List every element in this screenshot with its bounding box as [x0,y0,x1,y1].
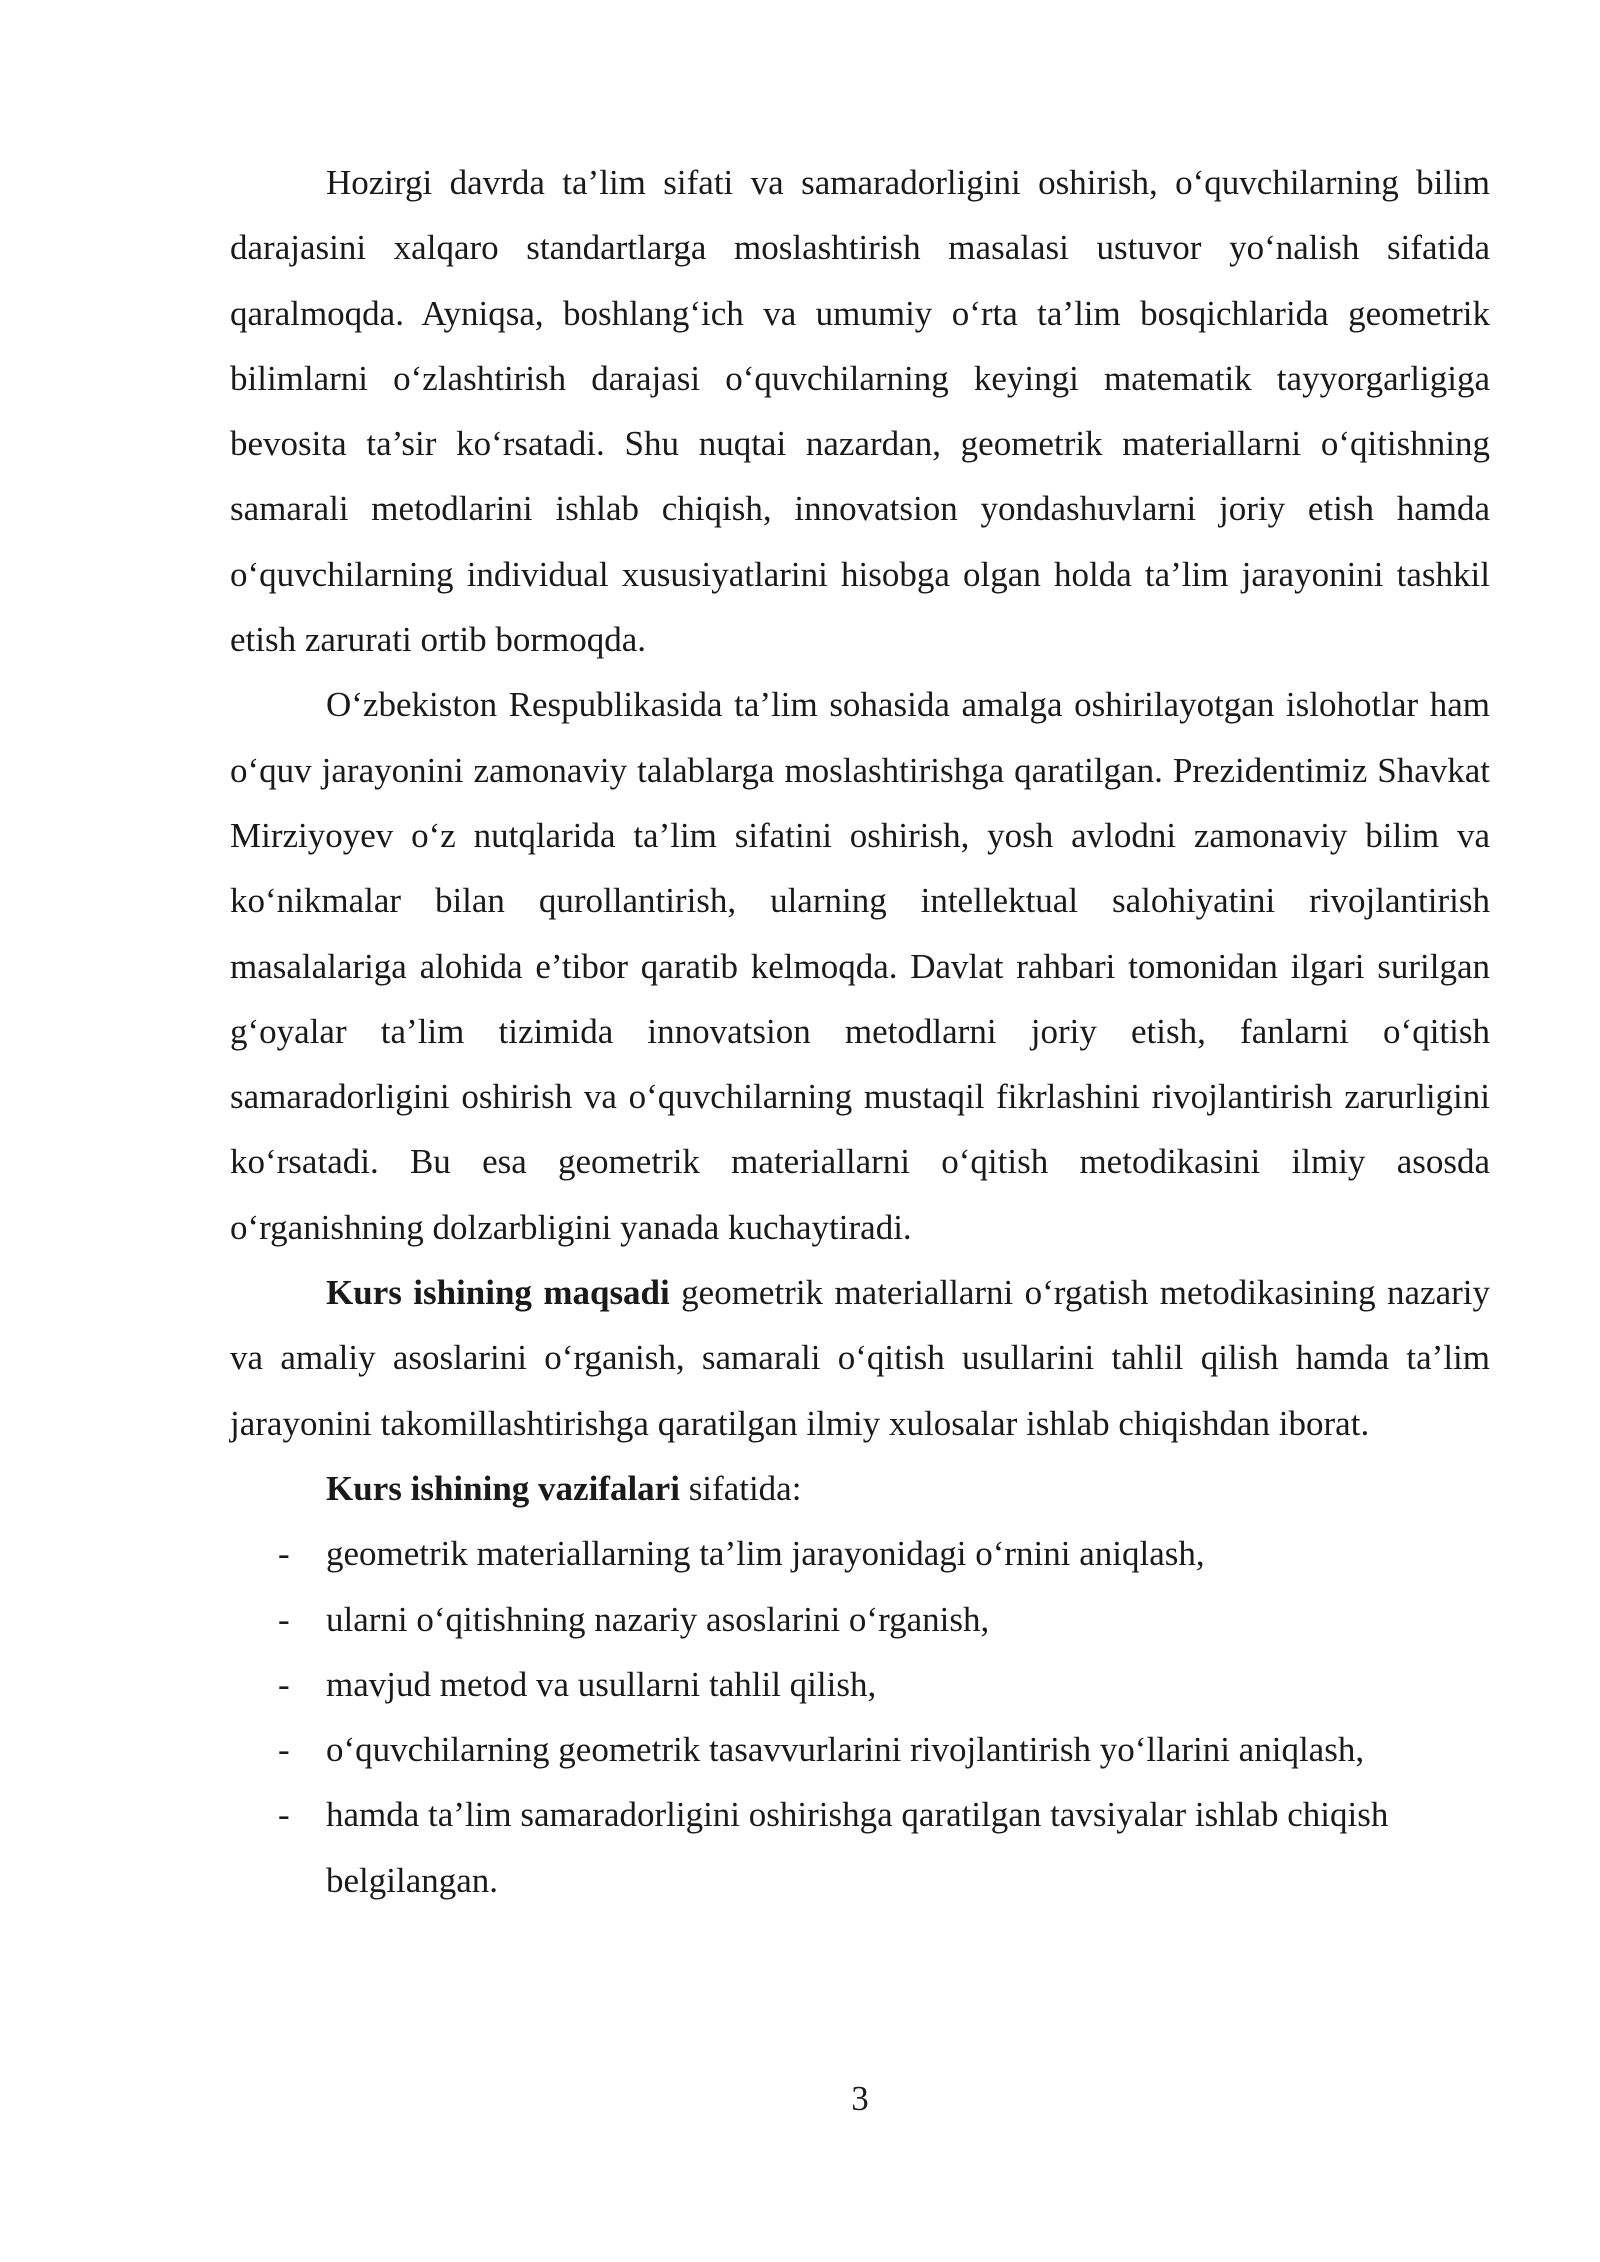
goal-text: geometrik materiallarni o‘rgatish metodikasining nazariy va amaliy asoslarini o‘rganish, samarali o‘qitish usullarini tahlil qilish hamda ta’lim jarayonini takomillashtirishga qaratilgan ilmiy xulosalar ishlab chiqishdan iborat. [230,1273,1490,1443]
page-content [230,150,1490,1913]
task-text: o‘quvchilarning geometrik tasavvurlarini rivojlantirish yo‘llarini aniqlash, [326,1730,1365,1770]
list-dash: - [278,1599,290,1639]
task-item [230,1521,1490,1586]
tasks-list [230,1521,1490,1913]
tasks-intro-text: sifatida: [679,1468,802,1508]
intro-paragraph: Hozirgi davrda ta’lim sifati va samaradorligini oshirish, o‘quvchilarning bilim darajasini xalqaro standartlarga moslashtirish masalasi ustuvor yo‘nalish sifatida qaralmoqda. Ayniqsa, boshlang‘ich va umumiy o‘rta ta’lim bosqichlarida geometrik bilimlarni o‘zlashtirish darajasi o‘quvchilarning keyingi matematik tayyorgarligiga bevosita ta’sir ko‘rsatadi. Shu nuqtai nazardan, geometrik materiallarni o‘qitishning samarali metodlarini ishlab chiqish, innovatsion yondashuvlarni joriy etish hamda o‘quvchilarning individual xususiyatlarini hisobga olgan holda ta’lim jarayonini tashkil etish zarurati ortib bormoqda. [230,163,1490,660]
goal-heading: Kurs ishining maqsadi [326,1273,670,1313]
tasks-heading: Kurs ishining vazifalari [326,1468,680,1508]
goal-paragraph [230,1260,1490,1456]
task-text: hamda ta’lim samaradorligini oshirishga qaratilgan tavsiyalar ishlab chiqish belgilangan. [326,1795,1389,1900]
task-text: geometrik materiallarning ta’lim jarayonidagi o‘rnini aniqlash, [326,1534,1205,1574]
list-dash: - [278,1534,290,1574]
reforms-paragraph: O‘zbekiston Respublikasida ta’lim sohasida amalga oshirilayotgan islohotlar ham o‘quv jarayonini zamonaviy talablarga moslashtirishga qaratilgan. Prezidentimiz Shavkat Mirziyoyev o‘z nutqlarida ta’lim sifatini oshirish, yosh avlodni zamonaviy bilim va ko‘nikmalar bilan qurollantirish, ularning intellektual salohiyatini rivojlantirish masalalariga alohida e’tibor qaratib kelmoqda. Davlat rahbari tomonidan ilgari surilgan g‘oyalar ta’lim tizimida innovatsion metodlarni joriy etish, fanlarni o‘qitish samaradorligini oshirish va o‘quvchilarning mustaqil fikrlashini rivojlantirish zarurligini ko‘rsatadi. Bu esa geometrik materiallarni o‘qitish metodikasini ilmiy asosda o‘rganishning dolzarbligini yanada kuchaytiradi. [230,685,1490,1247]
task-item [230,1587,1490,1652]
list-dash: - [278,1730,290,1770]
task-text: mavjud metod va usullarni tahlil qilish, [326,1664,877,1704]
tasks-intro [230,1456,1490,1521]
page-number: 3 [851,2079,869,2118]
task-item [230,1717,1490,1782]
task-item [230,1782,1490,1913]
task-text: ularni o‘qitishning nazariy asoslarini o‘rganish, [326,1599,990,1639]
list-dash: - [278,1795,290,1835]
task-item [230,1652,1490,1717]
list-dash: - [278,1664,290,1704]
